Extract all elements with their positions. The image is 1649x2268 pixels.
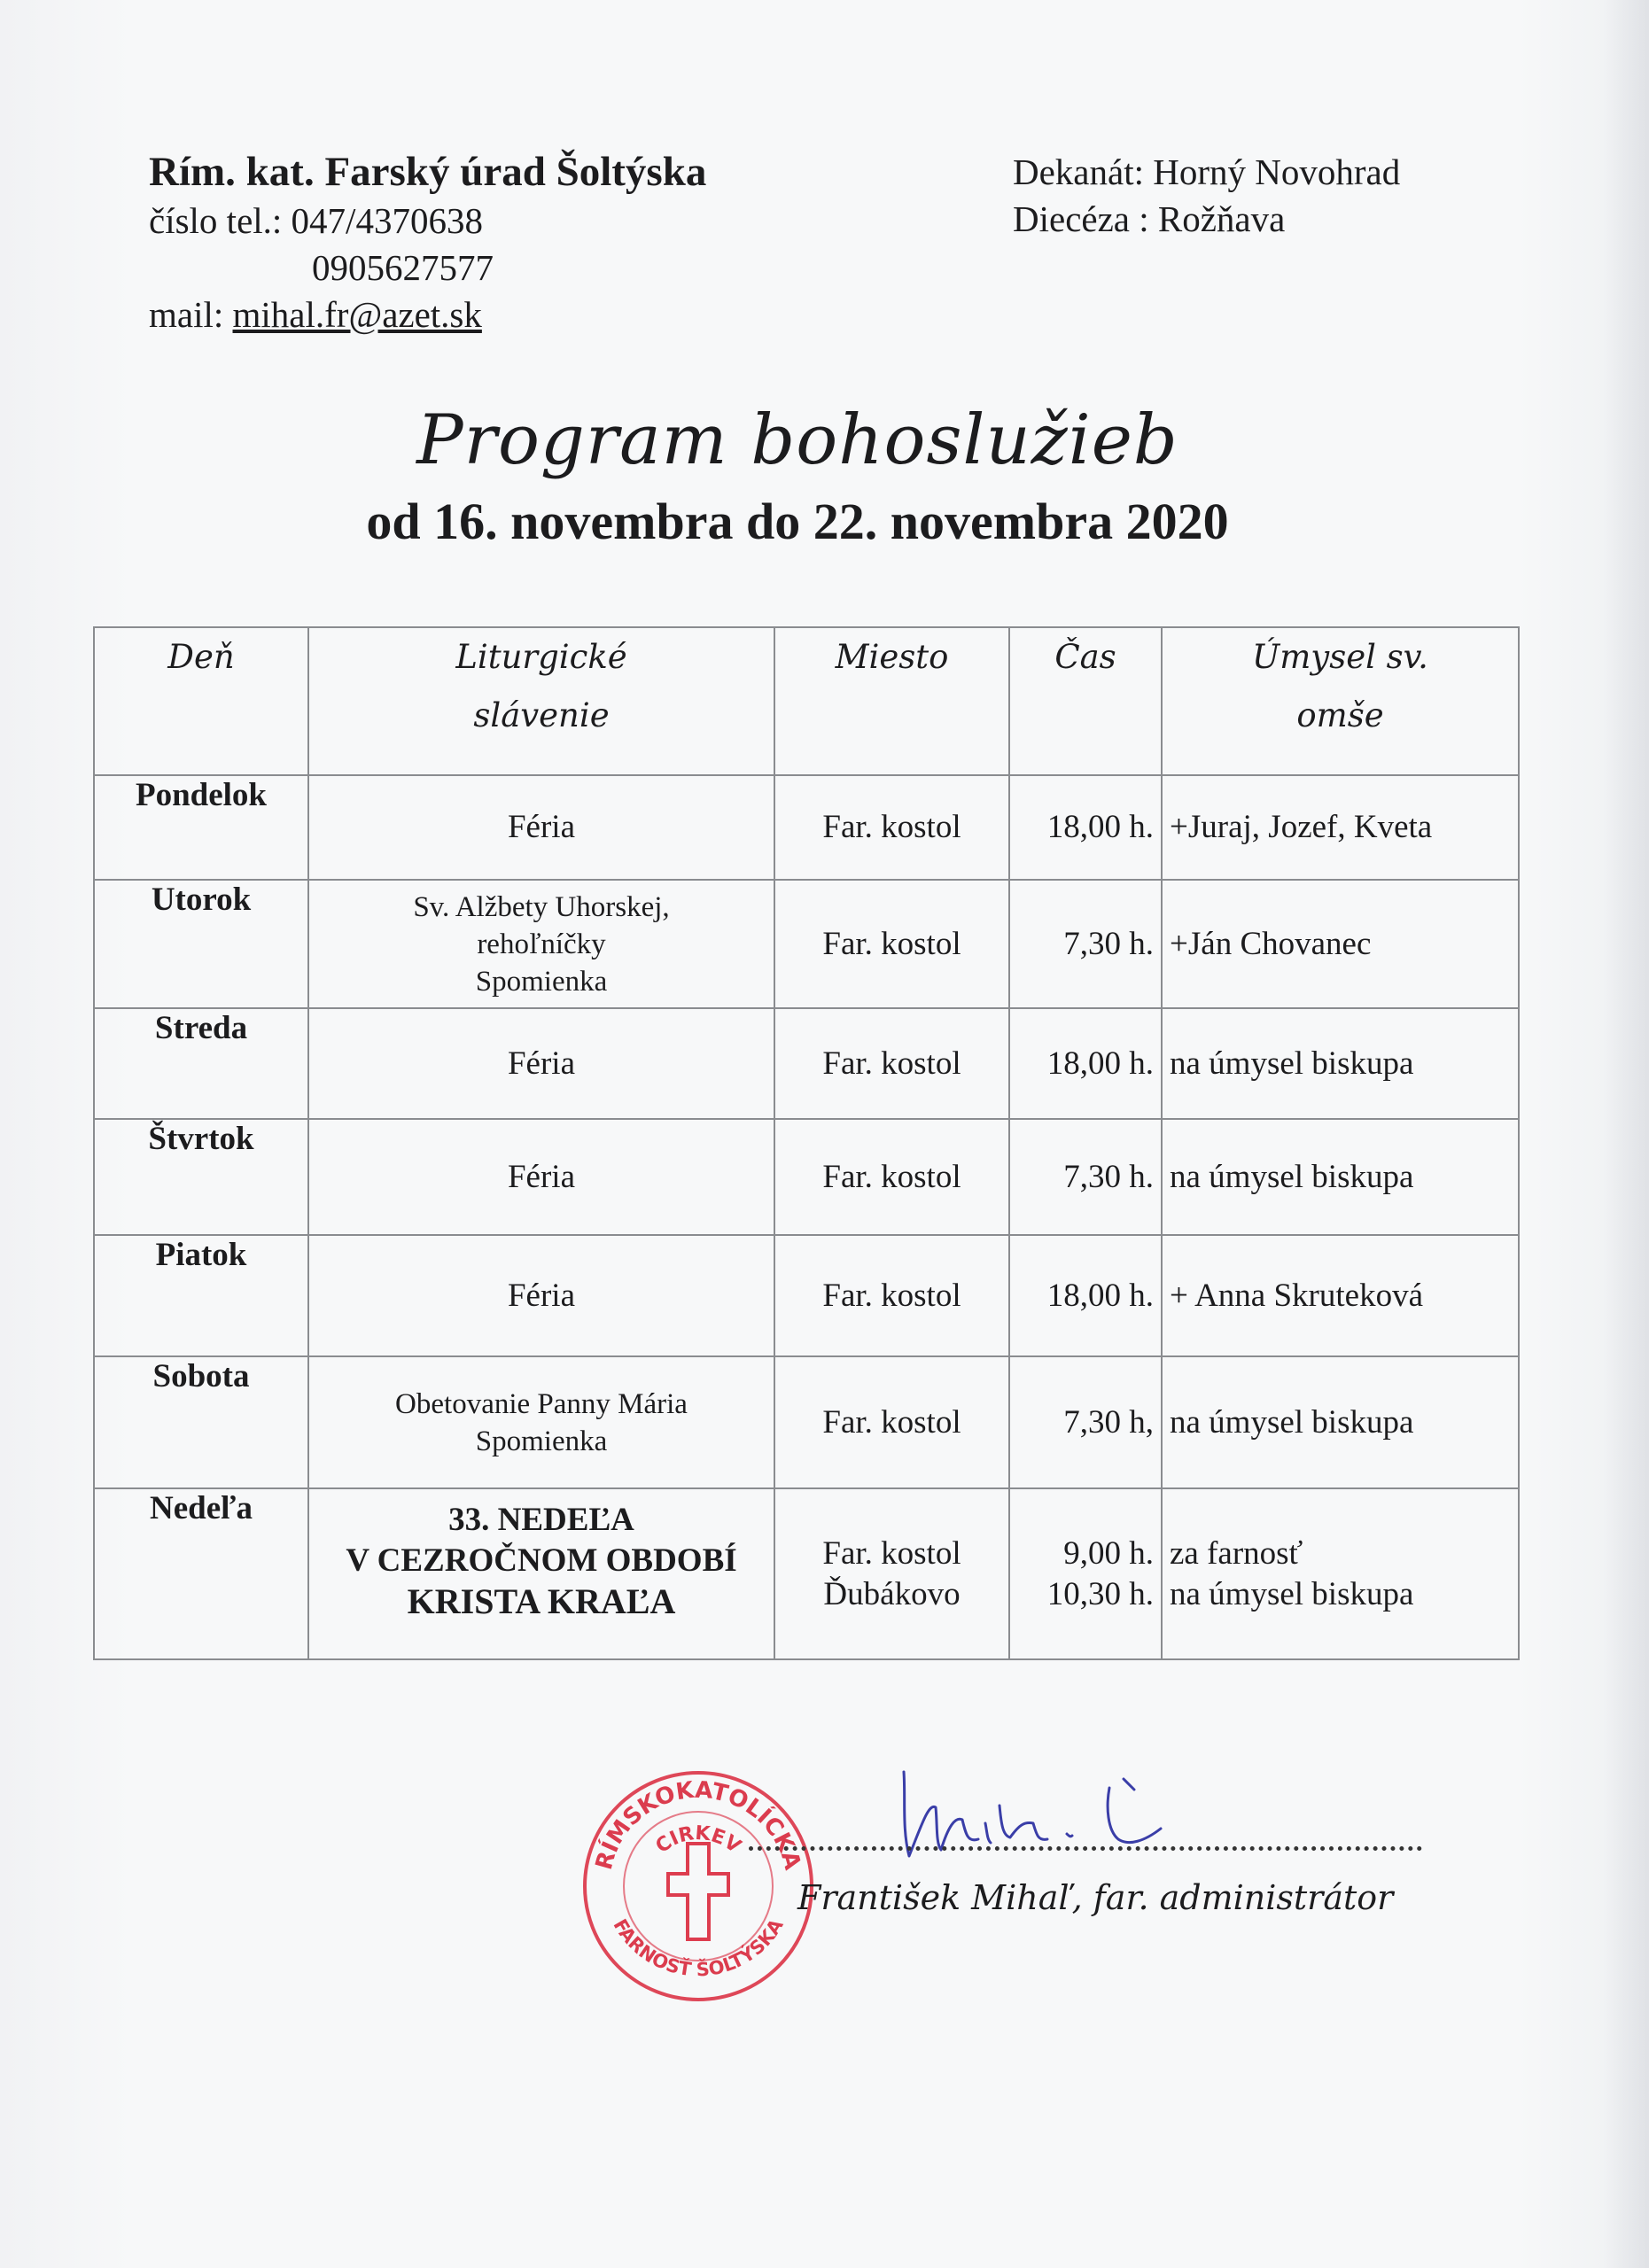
date-range-subtitle: od 16. novembra do 22. novembra 2020 — [366, 493, 1229, 550]
place-line: Far. kostol — [822, 809, 961, 845]
intent-cell — [1162, 775, 1519, 880]
liturgy-line: Spomienka — [475, 1425, 608, 1457]
place-line: Far. kostol — [822, 1158, 961, 1195]
phone-line: číslo tel.: 047/4370638 — [149, 200, 483, 241]
header-intent-line1: Úmysel sv. — [1252, 638, 1428, 676]
table-row — [94, 1235, 1519, 1356]
intent-line: na úmysel biskupa — [1170, 1158, 1414, 1195]
page-title: Program bohoslužieb — [416, 400, 1178, 480]
parish-stamp — [578, 1766, 819, 2007]
header-intent — [1162, 627, 1519, 775]
place-line: Far. kostol — [822, 1045, 961, 1082]
header-time: Čas — [1009, 627, 1162, 775]
time-line: 18,00 h. — [1046, 809, 1154, 845]
place-cell — [774, 1488, 1009, 1659]
intent-cell — [1162, 1488, 1519, 1659]
place-cell — [774, 1119, 1009, 1235]
liturgy-line: Obetovanie Panny Mária — [395, 1387, 688, 1420]
day-cell: Sobota — [94, 1356, 308, 1488]
intent-cell — [1162, 880, 1519, 1008]
header-liturgy — [308, 627, 774, 775]
time-cell — [1009, 1356, 1162, 1488]
diocese-block — [1013, 149, 1400, 243]
liturgy-line: Féria — [507, 1277, 576, 1314]
stamp-inner-text: CIRKEV — [651, 1821, 745, 1859]
time-line: 7,30 h. — [1063, 1158, 1154, 1195]
time-line: 7,30 h. — [1063, 925, 1154, 962]
mail-line — [149, 291, 706, 338]
signature-dotted-line — [749, 1836, 1422, 1851]
mail-link[interactable]: mihal.fr@azet.sk — [232, 294, 482, 335]
intent-line: za farnosť — [1170, 1534, 1303, 1572]
intent-cell — [1162, 1235, 1519, 1356]
day-cell: Piatok — [94, 1235, 308, 1356]
liturgy-cell — [308, 1235, 774, 1356]
deanery: Dekanát: Horný Novohrad — [1013, 151, 1401, 192]
schedule-table — [93, 626, 1520, 1660]
intent-cell — [1162, 1008, 1519, 1119]
signatory-name: František Mihaľ, far. administrátor — [797, 1878, 1394, 1917]
day-cell: Streda — [94, 1008, 308, 1119]
liturgy-line: 33. NEDEĽA — [448, 1502, 634, 1538]
intent-line: + Anna Skruteková — [1170, 1277, 1423, 1314]
place-cell — [774, 1235, 1009, 1356]
diocese: Diecéza : Rožňava — [1013, 198, 1286, 239]
liturgy-line: Féria — [507, 1158, 576, 1195]
day-cell: Štvrtok — [94, 1119, 308, 1235]
table-row — [94, 1488, 1519, 1659]
time-cell — [1009, 775, 1162, 880]
intent-cell — [1162, 1119, 1519, 1235]
place-line: Ďubákovo — [823, 1575, 961, 1612]
place-cell — [774, 1008, 1009, 1119]
time-line: 18,00 h. — [1046, 1277, 1154, 1314]
place-cell — [774, 775, 1009, 880]
intent-line: na úmysel biskupa — [1170, 1403, 1414, 1441]
liturgy-line: Spomienka — [475, 965, 608, 998]
time-cell — [1009, 1119, 1162, 1235]
table-row — [94, 1356, 1519, 1488]
stamp-arc-text: RÍMSKOKATOLÍCKA — [590, 1776, 806, 1873]
header-intent-line2: omše — [1296, 696, 1384, 734]
handwritten-signature — [886, 1754, 1223, 1869]
day-cell: Nedeľa — [94, 1488, 308, 1659]
table-row — [94, 1119, 1519, 1235]
parish-contact-block — [149, 149, 706, 338]
time-line: 10,30 h. — [1046, 1575, 1154, 1612]
liturgy-line: rehoľníčky — [477, 928, 606, 960]
scan-edge-shadow — [1603, 0, 1649, 2268]
intent-line: na úmysel biskupa — [1170, 1045, 1414, 1082]
table-row — [94, 880, 1519, 1008]
place-cell — [774, 880, 1009, 1008]
stamp-bottom-text: FARNOSŤ ŠOLTÝSKA — [609, 1915, 788, 1981]
liturgy-cell — [308, 880, 774, 1008]
liturgy-line: Féria — [507, 809, 576, 845]
day-cell: Pondelok — [94, 775, 308, 880]
header-liturgy-line1: Liturgické — [455, 638, 627, 676]
table-row — [94, 1008, 1519, 1119]
liturgy-cell — [308, 1488, 774, 1659]
time-cell — [1009, 1008, 1162, 1119]
liturgy-line: KRISTA KRAĽA — [407, 1581, 676, 1621]
liturgy-cell — [308, 775, 774, 880]
time-line: 18,00 h. — [1046, 1045, 1154, 1082]
intent-line: na úmysel biskupa — [1170, 1575, 1414, 1612]
time-line: 7,30 h, — [1063, 1403, 1154, 1441]
header-place: Miesto — [774, 627, 1009, 775]
place-cell — [774, 1356, 1009, 1488]
place-line: Far. kostol — [822, 925, 961, 962]
place-line: Far. kostol — [822, 1403, 961, 1441]
liturgy-cell — [308, 1356, 774, 1488]
time-cell — [1009, 880, 1162, 1008]
parish-title: Rím. kat. Farský úrad Šoltýska — [149, 149, 707, 195]
time-cell — [1009, 1488, 1162, 1659]
intent-line: +Juraj, Jozef, Kveta — [1170, 809, 1433, 845]
place-line: Far. kostol — [822, 1277, 961, 1314]
phone-mobile: 0905627577 — [312, 247, 494, 288]
place-line: Far. kostol — [822, 1534, 961, 1572]
day-cell: Utorok — [94, 880, 308, 1008]
time-line: 9,00 h. — [1063, 1534, 1154, 1572]
liturgy-cell — [308, 1008, 774, 1119]
time-cell — [1009, 1235, 1162, 1356]
cross-icon — [668, 1844, 728, 1939]
header-day: Deň — [94, 627, 308, 775]
intent-line: +Ján Chovanec — [1170, 925, 1372, 962]
liturgy-cell — [308, 1119, 774, 1235]
mail-label: mail: — [149, 294, 233, 335]
liturgy-line: V CEZROČNOM OBDOBÍ — [346, 1542, 737, 1579]
liturgy-line: Féria — [507, 1045, 576, 1082]
table-row — [94, 775, 1519, 880]
header-liturgy-line2: slávenie — [473, 696, 610, 734]
liturgy-line: Sv. Alžbety Uhorskej, — [413, 890, 670, 923]
intent-cell — [1162, 1356, 1519, 1488]
table-header-row — [94, 627, 1519, 775]
